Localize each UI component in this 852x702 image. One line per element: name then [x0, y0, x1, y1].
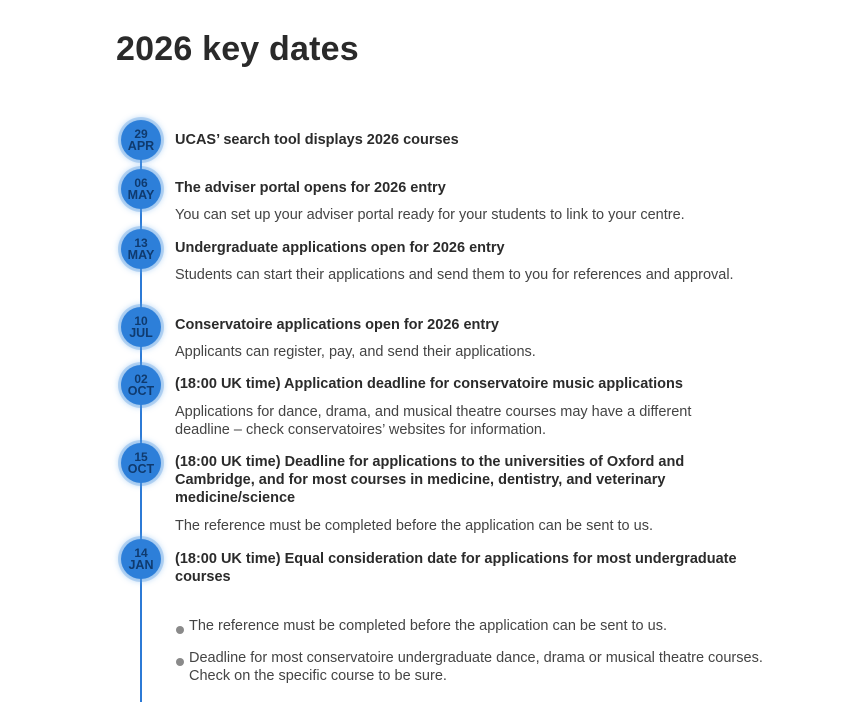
date-badge [121, 539, 161, 579]
date-day: 13 [134, 236, 148, 250]
event-title: (18:00 UK time) Application deadline for conservatoire music applications [175, 376, 683, 392]
date-month: JUL [129, 326, 153, 340]
event-title: The adviser portal opens for 2026 entry [175, 180, 446, 196]
date-month: OCT [127, 384, 155, 398]
date-badge [121, 229, 161, 269]
bullet-text: Deadline for most conservatoire undergraduate dance, drama or musical theatre courses. Check on the specific course to be sure. [189, 650, 763, 684]
date-day: 15 [134, 450, 148, 464]
date-badge [121, 307, 161, 347]
page-title: 2026 key dates [116, 30, 359, 68]
date-badge [121, 443, 161, 483]
date-day: 06 [134, 176, 148, 190]
date-month: APR [127, 139, 155, 153]
event-title: (18:00 UK time) Equal consideration date for applications for most undergraduate courses [175, 551, 737, 585]
date-day: 02 [134, 372, 148, 386]
bullet-text: The reference must be completed before the application can be sent to us. [189, 618, 667, 634]
date-month: MAY [127, 248, 155, 262]
event-title: (18:00 UK time) Deadline for applications to the universities of Oxford and Cambridge, and for most courses in medicine, dentistry, and veterinary medicine/science [175, 454, 685, 506]
event-description: The reference must be completed before the application can be sent to us. [175, 518, 653, 534]
bullet-dot-icon [176, 626, 184, 634]
event-description: Students can start their applications and send them to you for references and approval. [175, 267, 734, 283]
date-month: OCT [127, 462, 155, 476]
bullet-dot-icon [176, 658, 184, 666]
date-month: JAN [128, 558, 154, 572]
date-badge [121, 365, 161, 405]
bullet-item [176, 649, 766, 685]
date-badge [121, 169, 161, 209]
event-title: Conservatoire applications open for 2026 entry [175, 317, 499, 333]
date-day: 29 [134, 127, 148, 141]
date-month: MAY [127, 188, 155, 202]
event-description: You can set up your adviser portal ready for your students to link to your centre. [175, 207, 685, 223]
event-title: UCAS’ search tool displays 2026 courses [175, 132, 459, 148]
bullet-item [176, 617, 766, 635]
date-badge [121, 120, 161, 160]
event-title: Undergraduate applications open for 2026 entry [175, 240, 505, 256]
date-day: 10 [134, 314, 148, 328]
event-description: Applications for dance, drama, and musical theatre courses may have a different deadline – check conservatoires’ websites for information. [175, 404, 692, 438]
event-description: Applicants can register, pay, and send their applications. [175, 344, 536, 360]
date-day: 14 [134, 546, 148, 560]
timeline-line [140, 140, 142, 702]
